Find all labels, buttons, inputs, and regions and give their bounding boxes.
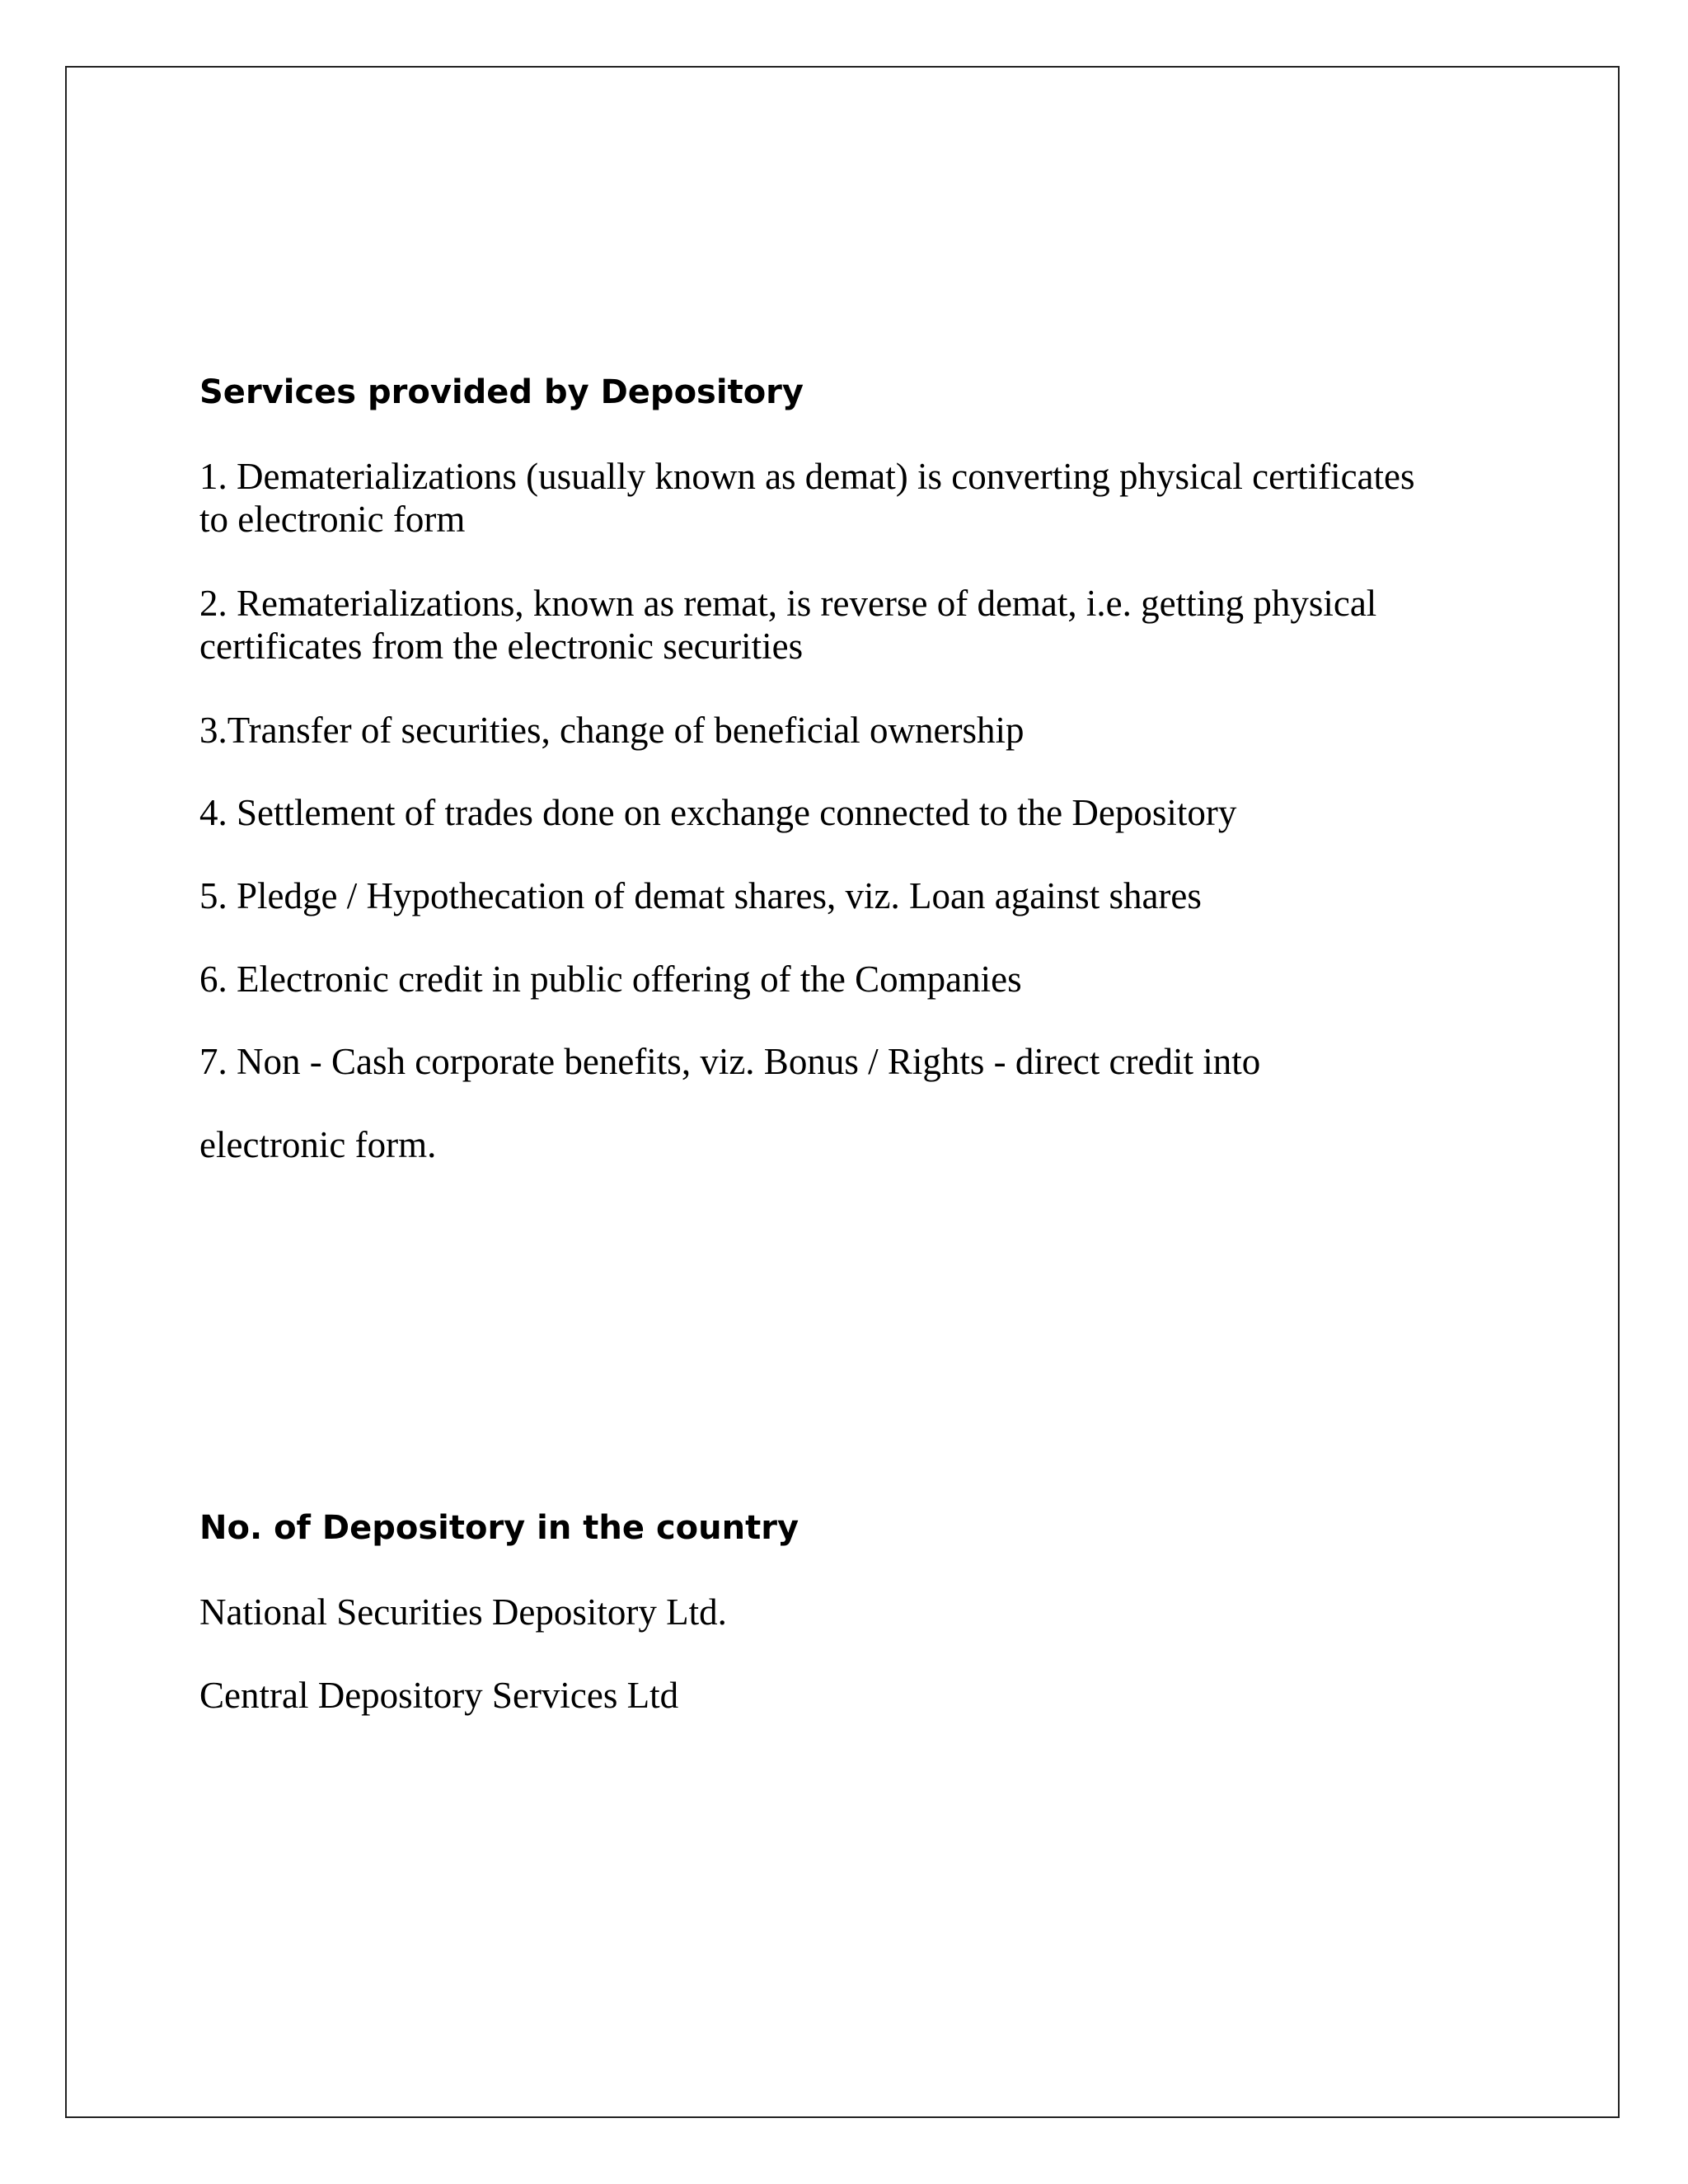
service-item-4: 4. Settlement of trades done on exchange connected to the Depository (199, 792, 1237, 833)
depository-nsdl: National Securities Depository Ltd. (199, 1591, 727, 1633)
depository-cdsl: Central Depository Services Ltd (199, 1675, 679, 1716)
service-item-7: 7. Non - Cash corporate benefits, viz. Bonus / Rights - direct credit into (199, 1041, 1261, 1082)
service-item-6: 6. Electronic credit in public offering of the Companies (199, 958, 1022, 1000)
service-item-1-line-2: to electronic form (199, 499, 466, 540)
depository-count-heading: No. of Depository in the country (199, 1509, 799, 1547)
service-item-7-continuation: electronic form. (199, 1124, 437, 1165)
service-item-5: 5. Pledge / Hypothecation of demat shares, viz. Loan against shares (199, 875, 1202, 916)
service-item-2-line-2: certificates from the electronic securities (199, 626, 804, 667)
service-item-3: 3.Transfer of securities, change of beneficial ownership (199, 710, 1025, 751)
services-heading: Services provided by Depository (199, 373, 804, 411)
service-item-1-line-1: 1. Dematerializations (usually known as demat) is converting physical certificates (199, 456, 1415, 497)
service-item-2-line-1: 2. Rematerializations, known as remat, is reverse of demat, i.e. getting physical (199, 583, 1377, 624)
